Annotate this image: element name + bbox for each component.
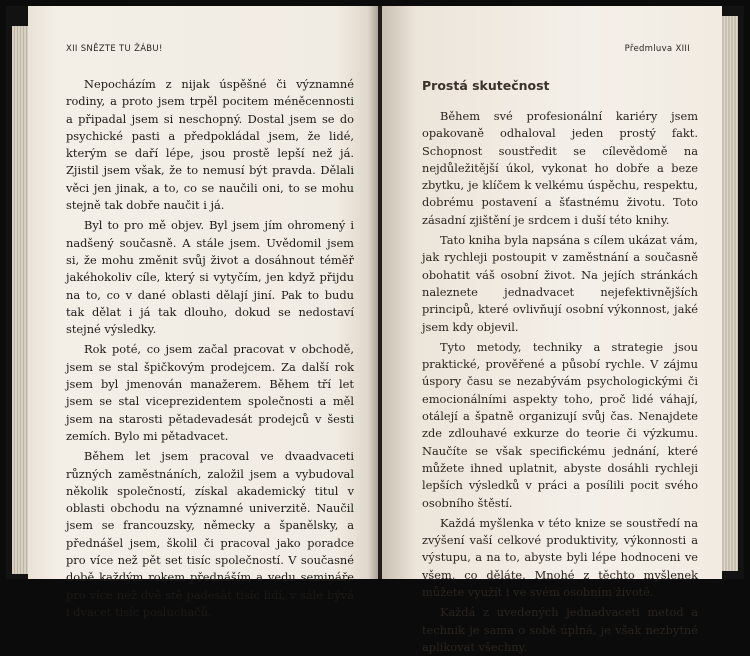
left-page-body — [66, 76, 354, 621]
paragraph-1: Nepocházím z nijak úspěšné či významné rodiny, a proto jsem trpěl pocitem méněcennosti a připadal jsem si neschopný. Dostal jsem se do psychické pasti a předpokládal jsem, že lidé, kterým se daří lépe, jsou prostě lepší než já. Zjistil jsem však, že to nemusí být pravda. Dělali věci jen jinak, a to, co se naučili oni, to se mohu stejně tak dobře naučit i já. — [66, 77, 354, 213]
book-spread — [6, 6, 744, 654]
paragraph-2: Tato kniha byla napsána s cílem ukázat vám, jak rychleji postoupit v zaměstnání a současně obohatit váš osobní život. Na jejích stránkách naleznete jednadvacet nejefektivnějších principů, které ovlivňují osobní výkonnost, jaké jsem kdy objevil. — [422, 233, 698, 334]
paragraph-4: Během let jsem pracoval ve dvaadvaceti různých zaměstnáních, založil jsem a vybudoval několik společností, získal akademický titul v oblasti obchodu na významné univerzitě. Naučil jsem se francouzsky, německy a španělsky, a přednášel jsem, školil či pracoval jako poradce pro více než pět set tisíc společností. V současné době každým rokem přednáším a vedu semináře pro více než dvě stě padesát tisíc lidí, v sále bývá i dvacet tisíc posluchačů. — [66, 449, 354, 619]
paragraph-2: Byl to pro mě objev. Byl jsem jím ohromený i nadšený současně. A stále jsem. Uvědomil jsem si, že mohu změnit svůj život a dosáhnout téměř jakéhokoliv cíle, který si vytyčím, jen když přijdu na to, co v dané oblasti dělají jiní. Pak to budu tak dělat i já tak dlouho, dokud se nedostaví stejné výsledky. — [66, 218, 354, 337]
left-page-edges — [12, 26, 28, 574]
paragraph-3: Tyto metody, techniky a strategie jsou praktické, prověřené a působí rychle. V zájmu úspory času se nezabývám psychologickými či emocionálními aspekty toho, proč lidé váhají, otálejí a špatně organizují svůj čas. Nenajdete zde zdlouhavé exkurze do teorie či výzkumu. Naučíte se však specifickému jednání, které můžete ihned uplatnit, abyste dosáhli rychleji lepších výsledků v práci a posílili pocit svého osobního štěstí. — [422, 339, 698, 510]
left-running-header: XII SNĚZTE TU ŽÁBU! — [66, 44, 163, 54]
paragraph-4: Každá myšlenka v této knize se soustředí na zvýšení vaší celkové produktivity, výkonnosti a výstupu, a na to, abyste byli lépe hodnoceni ve všem, co děláte. Mnohé z těchto myšlenek můžete využít i ve svém osobním životě. — [422, 515, 698, 600]
right-page — [382, 6, 722, 654]
paragraph-3: Rok poté, co jsem začal pracovat v obchodě, jsem se stal špičkovým prodejcem. Za další rok jsem byl jmenován manažerem. Během tří let jsem se stal viceprezidentem společnosti a měl jsem na starosti pětadevadesát prodejců v šesti zemích. Bylo mi pětadvacet. — [66, 342, 354, 443]
paragraph-5: Každá z uvedených jednadvaceti metod a technik je sama o sobě úplná, je však nezbytné aplikovat všechny. — [422, 605, 698, 654]
paragraph-1: Během své profesionální kariéry jsem opakovaně odhaloval jeden prostý fakt. Schopnost soustředit se cílevědomě na nejdůležitější úkol, vykonat ho dobře a beze zbytku, je klíčem k velkému úspěchu, respektu, dobrému postavení a šťastnému životu. Toto zásadní zjištění je srdcem i duší této knihy. — [422, 109, 698, 227]
right-page-body — [422, 108, 698, 656]
left-page — [28, 6, 378, 619]
section-title: Prostá skutečnost — [422, 78, 550, 93]
right-page-edges — [722, 16, 738, 571]
right-running-header: Předmluva XIII — [624, 44, 690, 54]
